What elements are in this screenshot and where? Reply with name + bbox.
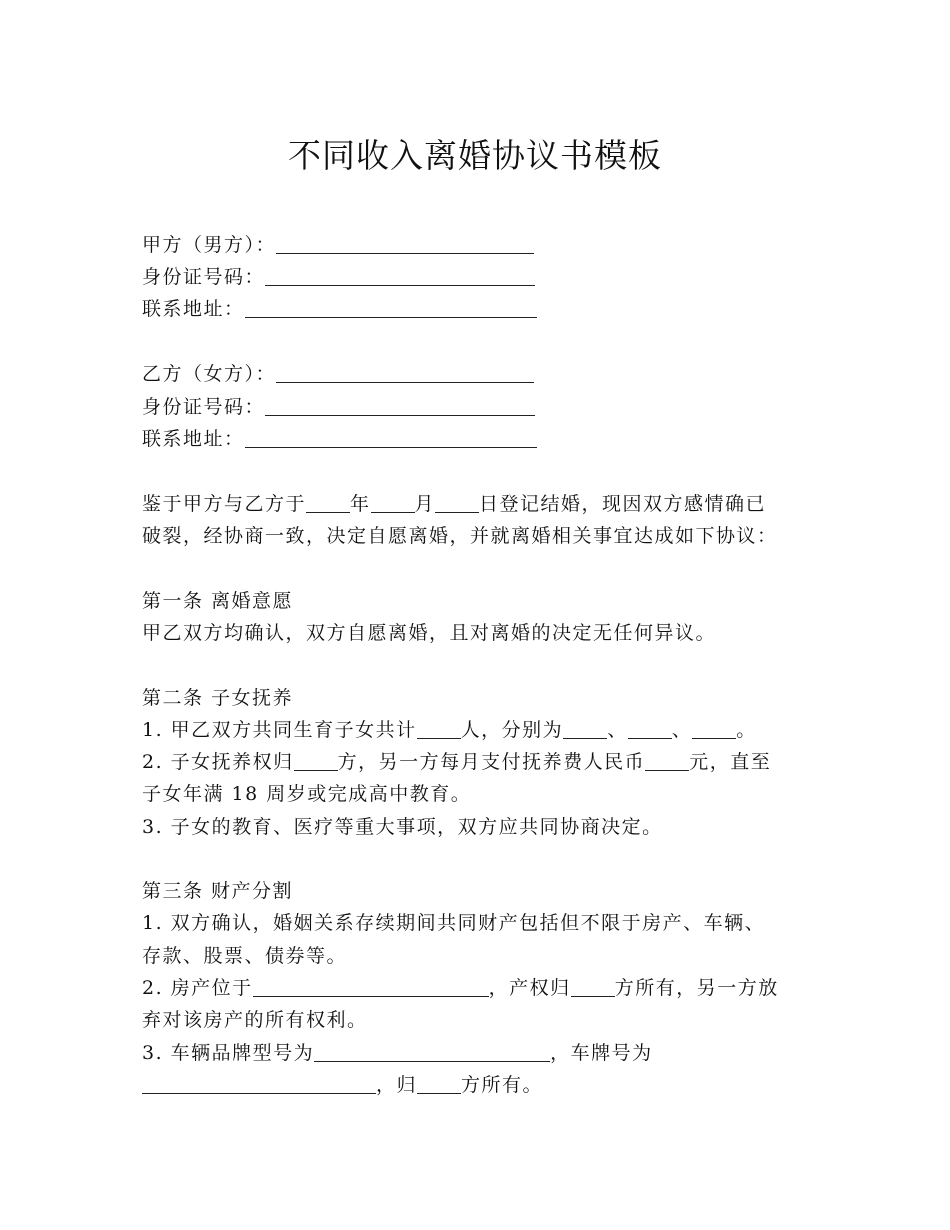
item-text: 人，分别为 [460, 719, 564, 741]
item-text: ，归 [376, 1074, 418, 1096]
intro-year: 年 [350, 493, 371, 515]
article-3-item-3-cont [142, 1069, 543, 1101]
plate-number-blank [142, 1073, 376, 1094]
party-a-address-label: 联系地址： [142, 298, 245, 320]
separator: 、 [607, 719, 628, 741]
intro-line-2: 破裂，经协商一致，决定自愿离婚，并就离婚相关事宜达成如下协议： [142, 525, 778, 547]
party-a-name-blank [276, 233, 534, 254]
item-text: ，车牌号为 [550, 1042, 653, 1064]
article-2-item-1 [142, 714, 757, 746]
article-2-item-3: 3. 子女的教育、医疗等重大事项，双方应共同协商决定。 [142, 816, 663, 838]
intro-line-1 [142, 488, 766, 520]
party-b-address-line [142, 423, 537, 455]
item-text: 2. 子女抚养权归 [142, 751, 294, 773]
item-text: 1. 甲乙双方共同生育子女共计 [142, 719, 417, 741]
vehicle-owner-blank [417, 1073, 461, 1094]
article-3-item-2 [142, 972, 779, 1004]
party-a-id-label: 身份证号码： [142, 266, 266, 288]
article-3-item-1: 1. 双方确认，婚姻关系存续期间共同财产包括但不限于房产、车辆、 [142, 912, 766, 934]
month-blank [371, 492, 415, 513]
support-amount-blank [645, 750, 689, 771]
item-text: 元，直至 [689, 751, 772, 773]
intro-month: 月 [414, 493, 436, 515]
party-a-name-line [142, 229, 534, 261]
custody-party-blank [294, 750, 338, 771]
article-3-item-3 [142, 1037, 653, 1069]
item-text: 方，另一方每月支付抚养费人民币 [337, 751, 646, 773]
party-b-name-label: 乙方（女方）： [142, 363, 277, 385]
article-1-heading: 第一条 离婚意愿 [142, 590, 294, 612]
item-text: 方所有，另一方放 [614, 977, 779, 999]
party-b-name-line [142, 358, 534, 390]
party-a-id-line [142, 261, 535, 293]
party-b-address-blank [245, 427, 537, 448]
party-b-id-blank [265, 395, 535, 416]
child-name-blank [628, 718, 672, 739]
party-a-address-blank [245, 297, 537, 318]
intro-text-2: 日登记结婚，现因双方感情确已 [479, 493, 767, 515]
article-3-item-1-cont: 存款、股票、债券等。 [142, 945, 348, 967]
article-3-heading: 第三条 财产分割 [142, 880, 294, 902]
article-3-item-2-cont: 弃对该房产的所有权利。 [142, 1009, 368, 1031]
year-blank [306, 492, 350, 513]
party-b-address-label: 联系地址： [142, 428, 245, 450]
vehicle-model-blank [314, 1041, 550, 1062]
period: 。 [736, 719, 757, 741]
article-2-heading: 第二条 子女抚养 [142, 687, 294, 709]
child-name-blank [692, 718, 736, 739]
item-text: ，产权归 [488, 977, 571, 999]
item-text: 2. 房产位于 [142, 977, 253, 999]
property-location-blank [253, 976, 489, 997]
item-text: 3. 车辆品牌型号为 [142, 1042, 315, 1064]
article-2-item-2-cont: 子女年满 18 周岁或完成高中教育。 [142, 783, 472, 805]
party-a-address-line [142, 293, 537, 325]
item-text: 方所有。 [461, 1074, 544, 1096]
party-a-name-label: 甲方（男方）： [142, 234, 277, 256]
property-owner-blank [571, 976, 615, 997]
separator: 、 [671, 719, 693, 741]
document-title: 不同收入离婚协议书模板 [288, 136, 662, 175]
party-b-id-line [142, 391, 535, 423]
children-count-blank [417, 718, 461, 739]
article-1-text: 甲乙双方均确认，双方自愿离婚，且对离婚的决定无任何异议。 [142, 622, 717, 644]
article-2-item-2 [142, 746, 771, 778]
party-b-name-blank [276, 362, 534, 383]
party-b-id-label: 身份证号码： [142, 396, 266, 418]
day-blank [435, 492, 479, 513]
child-name-blank [563, 718, 607, 739]
party-a-id-blank [265, 265, 535, 286]
intro-text-1: 鉴于甲方与乙方于 [142, 493, 307, 515]
